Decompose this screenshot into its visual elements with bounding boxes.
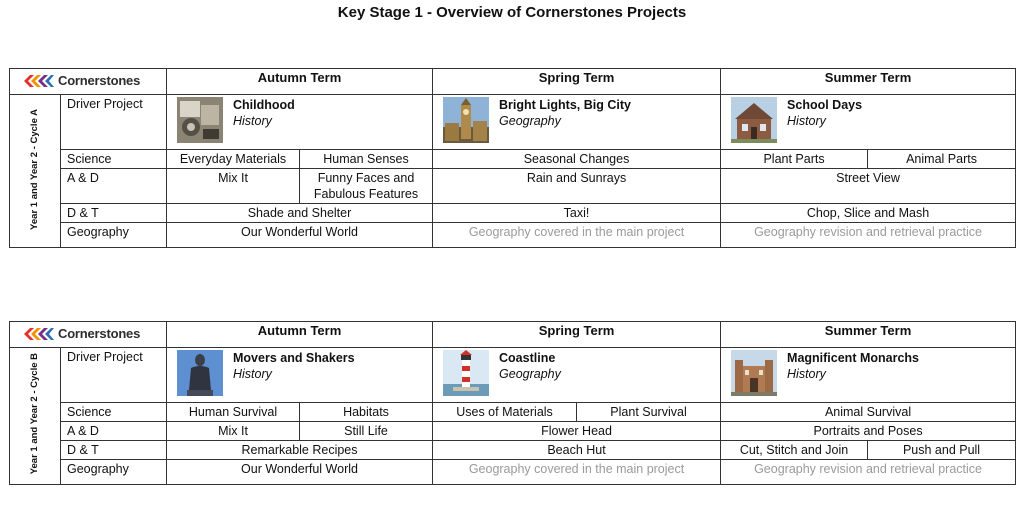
geography-autumn: Our Wonderful World [167, 460, 433, 485]
logo-text: Cornerstones [58, 73, 141, 88]
science-summer-1: Plant Parts [721, 150, 868, 169]
ad-label: A & D [61, 169, 167, 204]
autumn-driver-project [167, 348, 433, 403]
header-autumn: Autumn Term [167, 322, 433, 348]
statue-photo-icon [177, 350, 223, 396]
dt-spring: Beach Hut [433, 441, 721, 460]
geography-label: Geography [61, 460, 167, 485]
chevrons-icon [24, 73, 54, 89]
palace-photo-icon [731, 350, 777, 396]
driver-project-label: Driver Project [61, 95, 167, 150]
header-autumn: Autumn Term [167, 69, 433, 95]
logo-cell [10, 69, 167, 95]
science-spring: Seasonal Changes [433, 150, 721, 169]
dt-summer: Chop, Slice and Mash [721, 204, 1016, 223]
project-subject: History [787, 114, 826, 128]
geography-summer: Geography revision and retrieval practice [721, 460, 1016, 485]
spring-driver-project [433, 348, 721, 403]
science-autumn-2: Human Senses [300, 150, 433, 169]
page-title: Key Stage 1 - Overview of Cornerstones Projects [337, 4, 687, 21]
geography-summer: Geography revision and retrieval practice [721, 223, 1016, 248]
lighthouse-photo-icon [443, 350, 489, 396]
logo-text: Cornerstones [58, 326, 141, 341]
dt-label: D & T [61, 441, 167, 460]
logo-cell [10, 322, 167, 348]
project-name: Magnificent Monarchs [787, 351, 919, 365]
old-school-photo-icon [731, 97, 777, 143]
geography-spring: Geography covered in the main project [433, 223, 721, 248]
science-spring-2: Plant Survival [577, 403, 721, 422]
science-autumn-1: Human Survival [167, 403, 300, 422]
autumn-driver-project [167, 95, 433, 150]
science-autumn-2: Habitats [300, 403, 433, 422]
header-summer: Summer Term [721, 69, 1016, 95]
ad-autumn-1: Mix It [167, 422, 300, 441]
chevrons-icon [24, 326, 54, 342]
ad-autumn-2: Funny Faces and Fabulous Features [300, 169, 433, 204]
dt-autumn: Shade and Shelter [167, 204, 433, 223]
old-toys-photo-icon [177, 97, 223, 143]
dt-summer-2: Push and Pull [868, 441, 1016, 460]
science-autumn-1: Everyday Materials [167, 150, 300, 169]
project-subject: History [233, 114, 272, 128]
dt-label: D & T [61, 204, 167, 223]
ad-autumn-1: Mix It [167, 169, 300, 204]
project-name: Childhood [233, 98, 295, 112]
ad-summer: Portraits and Poses [721, 422, 1016, 441]
header-summer: Summer Term [721, 322, 1016, 348]
header-spring: Spring Term [433, 69, 721, 95]
ad-spring: Rain and Sunrays [433, 169, 721, 204]
project-subject: Geography [499, 114, 561, 128]
project-name: Movers and Shakers [233, 351, 355, 365]
ad-autumn-2: Still Life [300, 422, 433, 441]
ad-spring: Flower Head [433, 422, 721, 441]
cornerstones-logo [16, 323, 160, 345]
cornerstones-logo [16, 70, 160, 92]
summer-driver-project [721, 348, 1016, 403]
science-label: Science [61, 150, 167, 169]
project-name: Bright Lights, Big City [499, 98, 631, 112]
project-subject: Geography [499, 367, 561, 381]
science-summer-2: Animal Parts [868, 150, 1016, 169]
ad-label: A & D [61, 422, 167, 441]
science-summer: Animal Survival [721, 403, 1016, 422]
science-label: Science [61, 403, 167, 422]
project-subject: History [233, 367, 272, 381]
geography-spring: Geography covered in the main project [433, 460, 721, 485]
project-name: School Days [787, 98, 863, 112]
dt-autumn: Remarkable Recipes [167, 441, 433, 460]
project-name: Coastline [499, 351, 556, 365]
cycle-a-table [9, 68, 1016, 248]
ad-summer: Street View [721, 169, 1016, 204]
big-ben-photo-icon [443, 97, 489, 143]
science-spring-1: Uses of Materials [433, 403, 577, 422]
driver-project-label: Driver Project [61, 348, 167, 403]
geography-autumn: Our Wonderful World [167, 223, 433, 248]
header-spring: Spring Term [433, 322, 721, 348]
cycle-label: Year 1 and Year 2 - Cycle B [10, 348, 61, 485]
project-subject: History [787, 367, 826, 381]
summer-driver-project [721, 95, 1016, 150]
spring-driver-project [433, 95, 721, 150]
cycle-b-table [9, 321, 1016, 485]
dt-spring: Taxi! [433, 204, 721, 223]
geography-label: Geography [61, 223, 167, 248]
cycle-label: Year 1 and Year 2 - Cycle A [10, 95, 61, 248]
dt-summer-1: Cut, Stitch and Join [721, 441, 868, 460]
